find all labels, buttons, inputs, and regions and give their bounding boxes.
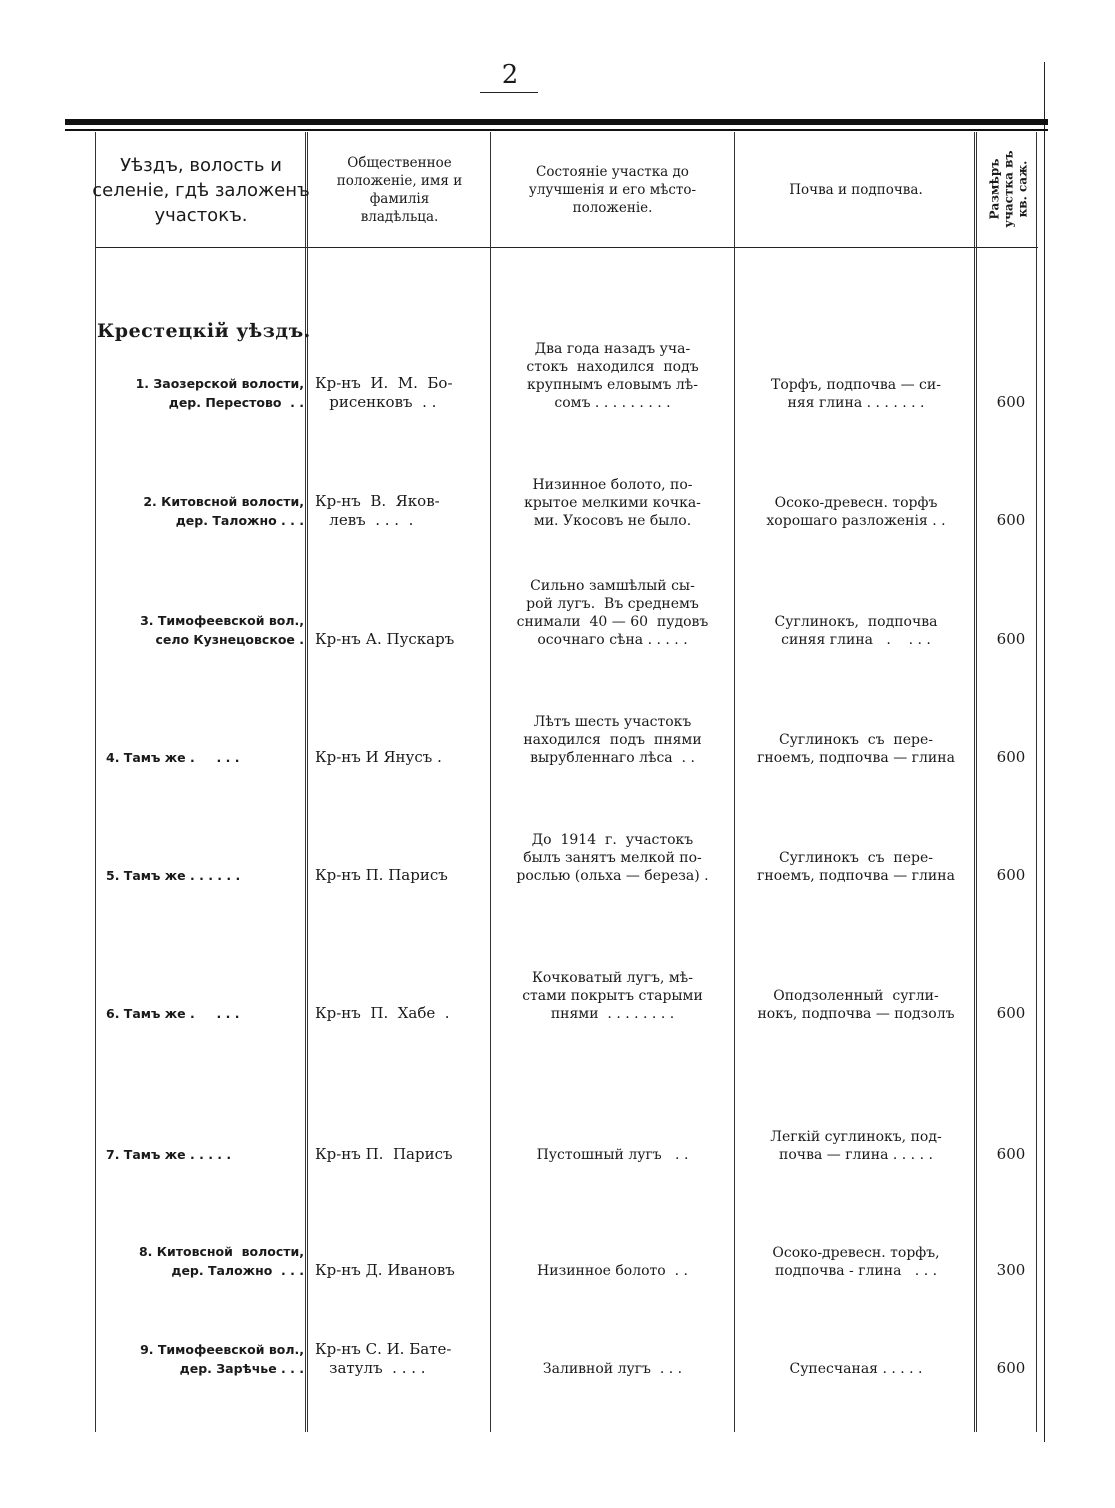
location-cell: 9. Тимофеевской вол., дер. Зарѣчье . . . — [140, 1342, 304, 1376]
owner-cell: Кр-нъ П. Хабе . — [315, 1004, 450, 1022]
soil-cell: Суглинокъ съ пере- гноемъ, подпочва — глина — [757, 850, 955, 884]
header-owner: Общественное положеніе, имя и фамилія владѣльца. — [336, 155, 463, 225]
state-cell: Два года назадъ уча- стокъ находился подъ крупнымъ еловымъ лѣ- сомъ . . . . . . . . . — [526, 341, 699, 411]
state-cell: Низинное болото . . — [537, 1263, 688, 1279]
soil-cell: Легкій суглинокъ, под- почва — глина . . . . . — [770, 1129, 942, 1163]
soil-cell: Супесчаная . . . . . — [789, 1361, 923, 1377]
district-heading: Крестецкій уѣздъ. — [97, 320, 311, 342]
header-soil: Почва и подпочва. — [789, 182, 923, 198]
owner-cell: Кр-нъ Д. Ивановъ — [315, 1261, 455, 1279]
state-cell: Пустошный лугъ . . — [536, 1147, 689, 1163]
header-location: Уѣздъ, волость и селеніе, гдѣ заложенъ участокъ. — [92, 154, 310, 226]
size-cell: 600 — [996, 748, 1026, 766]
size-cell: 300 — [996, 1261, 1026, 1279]
soil-cell: Оподзоленный сугли- нокъ, подпочва — подзолъ — [757, 988, 955, 1022]
location-cell: 6. Тамъ же . . . . — [106, 1006, 240, 1021]
state-cell: Низинное болото, по- крытое мелкими кочка- ми. Укосовъ не было. — [524, 477, 701, 529]
page-number: 2 — [501, 60, 519, 90]
owner-cell: Кр-нъ А. Пускаръ — [315, 630, 455, 648]
location-cell: 7. Тамъ же . . . . . — [106, 1147, 232, 1162]
state-cell: До 1914 г. участокъ былъ занятъ мелкой по- рослью (ольха — береза) . — [516, 832, 709, 884]
state-cell: Заливной лугъ . . . — [542, 1361, 683, 1377]
soil-cell: Торфъ, подпочва — си- няя глина . . . . . . . — [771, 377, 941, 411]
owner-cell: Кр-нъ С. И. Бате- затулъ . . . . — [315, 1340, 452, 1377]
soil-cell: Суглинокъ, подпочва синяя глина . . . . — [774, 614, 938, 648]
size-cell: 600 — [996, 393, 1026, 411]
location-cell: 3. Тимофеевской вол., село Кузнецовское . — [140, 613, 304, 647]
owner-cell: Кр-нъ П. Парисъ — [315, 1145, 453, 1163]
state-cell: Сильно замшѣлый сы- рой лугъ. Въ среднемъ снимали 40 — 60 пудовъ осочнаго сѣна . . . . . — [516, 578, 709, 648]
state-cell: Лѣтъ шесть участокъ находился подъ пнями вырубленнаго лѣса . . — [523, 714, 702, 766]
size-cell: 600 — [996, 1359, 1026, 1377]
header-state: Состояніе участка до улучшенія и его мѣсто- положеніе. — [528, 164, 697, 216]
location-cell: 1. Заозерской волости, дер. Перестово . . — [135, 376, 304, 410]
soil-cell: Осоко-древесн. торфъ хорошаго разложенія . . — [766, 495, 946, 529]
size-cell: 600 — [996, 630, 1026, 648]
size-cell: 600 — [996, 1004, 1026, 1022]
location-cell: 8. Китовсной волости, дер. Таложно . . . — [138, 1244, 304, 1278]
state-cell: Кочковатый лугъ, мѣ- стами покрытъ старыми пнями . . . . . . . . — [522, 970, 703, 1022]
owner-cell: Кр-нъ И. М. Бо- рисенковъ . . — [315, 374, 453, 411]
owner-cell: Кр-нъ В. Яков- левъ . . . . — [315, 492, 440, 529]
owner-cell: Кр-нъ И Янусъ . — [315, 748, 442, 766]
size-cell: 600 — [996, 1145, 1026, 1163]
location-cell: 5. Тамъ же . . . . . . — [106, 868, 241, 883]
header-size: Размѣръ участка въ кв. саж. — [988, 150, 1030, 228]
size-cell: 600 — [996, 511, 1026, 529]
soil-cell: Осоко-древесн. торфъ, подпочва - глина . . . — [772, 1245, 940, 1279]
location-cell: 2. Китовсной волости, дер. Таложно . . . — [143, 494, 304, 528]
location-cell: 4. Тамъ же . . . . — [106, 750, 240, 765]
size-cell: 600 — [996, 866, 1026, 884]
soil-cell: Суглинокъ съ пере- гноемъ, подпочва — глина — [757, 732, 955, 766]
owner-cell: Кр-нъ П. Парисъ — [315, 866, 448, 884]
